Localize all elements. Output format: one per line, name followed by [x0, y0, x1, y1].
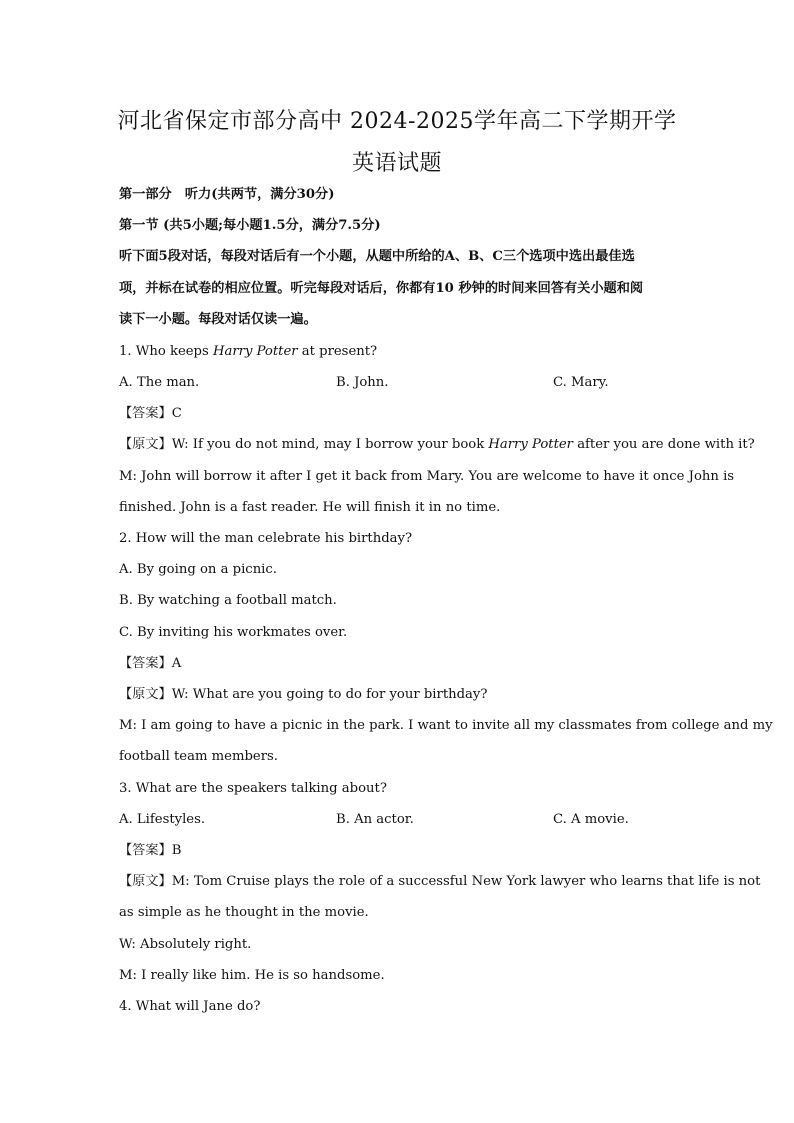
q1-option-b: B. John.	[336, 375, 389, 390]
q3-script-line-4: M: I really like him. He is so handsome.	[119, 968, 385, 983]
instruction-line-2: 项，并标在试卷的相应位置。听完每段对话后，你都有10 秒钟的时间来回答有关小题和阅	[119, 281, 644, 296]
q1-script-line-3: finished. John is a fast reader. He will finish it in no time.	[119, 500, 501, 515]
q2-answer: 【答案】A	[119, 656, 182, 671]
q2-stem: 2. How will the man celebrate his birthday?	[119, 531, 413, 546]
q2-option-b: B. By watching a football match.	[119, 593, 337, 608]
q4-stem: 4. What will Jane do?	[119, 999, 261, 1014]
q1-stem-title: Harry Potter	[212, 344, 298, 359]
q1-script-text-end: after you are done with it?	[573, 437, 755, 452]
q2-option-c: C. By inviting his workmates over.	[119, 625, 348, 640]
q3-option-b: B. An actor.	[336, 812, 414, 827]
q2-option-a: A. By going on a picnic.	[119, 562, 277, 577]
q1-script-line-1	[119, 436, 755, 454]
q3-script-line-3: W: Absolutely right.	[119, 937, 252, 952]
title-line-2: 英语试题	[351, 151, 442, 176]
q1-script-text: 【原文】W: If you do not mind, may I borrow your book	[119, 437, 489, 452]
q3-option-a: A. Lifestyles.	[119, 812, 206, 827]
instruction-line-1: 听下面5段对话，每段对话后有一个小题，从题中所给的A、B、C三个选项中选出最佳选	[119, 249, 635, 264]
q1-answer: 【答案】C	[119, 406, 182, 421]
q1-option-c: C. Mary.	[553, 375, 609, 390]
q2-script-line-3: football team members.	[119, 749, 278, 764]
title-line-1: 河北省保定市部分高中 2024-2025学年高二下学期开学	[117, 109, 677, 134]
instruction-line-3: 读下一小题。每段对话仅读一遍。	[119, 312, 317, 327]
q3-option-c: C. A movie.	[553, 812, 629, 827]
section-heading: 第一节 (共5小题;每小题1.5分，满分7.5分)	[119, 218, 381, 233]
q1-stem	[119, 343, 675, 361]
q1-stem-text: 1. Who keeps	[119, 344, 213, 359]
q1-stem-text-end: at present?	[297, 344, 378, 359]
q3-script-line-1: 【原文】M: Tom Cruise plays the role of a successful New York lawyer who learns that life is not	[119, 874, 761, 889]
q1-script-title: Harry Potter	[488, 437, 573, 452]
q1-option-a: A. The man.	[119, 375, 200, 390]
q3-script-line-2: as simple as he thought in the movie.	[119, 905, 369, 920]
q1-script-line-2: M: John will borrow it after I get it back from Mary. You are welcome to have it once John is	[119, 469, 735, 484]
q3-answer: 【答案】B	[119, 843, 182, 858]
q2-script-line-2: M: I am going to have a picnic in the park. I want to invite all my classmates from college and my	[119, 718, 773, 733]
q3-stem: 3. What are the speakers talking about?	[119, 781, 387, 796]
q2-script-line-1: 【原文】W: What are you going to do for your birthday?	[119, 687, 488, 702]
part-heading: 第一部分 听力(共两节，满分30分)	[119, 187, 335, 202]
